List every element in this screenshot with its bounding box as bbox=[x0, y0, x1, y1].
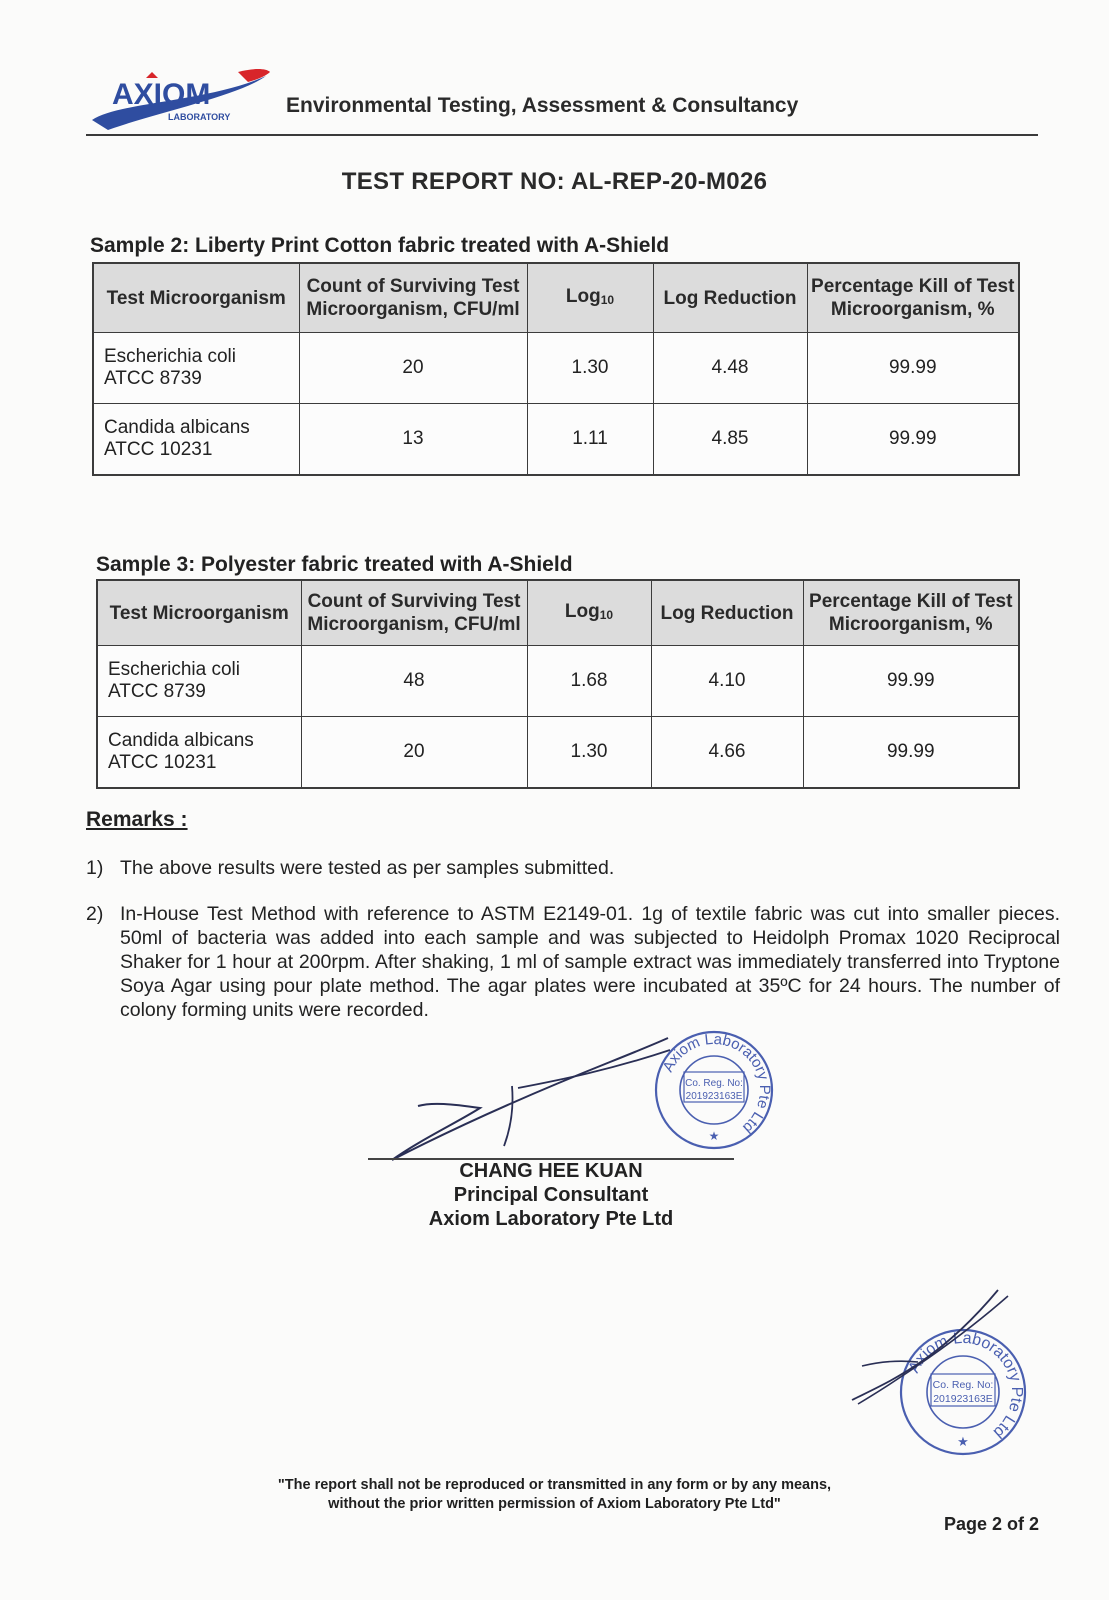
signatory-name: CHANG HEE KUAN bbox=[459, 1160, 643, 1182]
col-header-percentage-kill: Percentage Kill of Test Microorganism, % bbox=[807, 263, 1019, 333]
percentage-kill-cell: 99.99 bbox=[803, 646, 1019, 717]
log-reduction-cell: 4.66 bbox=[651, 717, 803, 789]
count-cell: 13 bbox=[299, 404, 527, 476]
table-header-row bbox=[93, 263, 1019, 333]
col-header-organism: Test Microorganism bbox=[97, 580, 301, 646]
percentage-kill-cell: 99.99 bbox=[807, 333, 1019, 404]
remark-number: 2) bbox=[86, 903, 104, 925]
signatory-position: Principal Consultant bbox=[453, 1184, 649, 1206]
report-title: TEST REPORT NO: AL-REP-20-M026 bbox=[341, 168, 768, 195]
stamp-reg-label: Co. Reg. No: bbox=[685, 1078, 743, 1089]
organism-cell: Escherichia coli ATCC 8739 bbox=[93, 333, 299, 404]
stamp-ring-text: Axiom Laboratory Pte Ltd bbox=[659, 1030, 774, 1137]
count-cell: 20 bbox=[301, 717, 527, 789]
sample-3-table bbox=[96, 579, 1020, 789]
remark-item-1 bbox=[86, 856, 1086, 882]
stamp-reg-number: 201923163E bbox=[933, 1393, 993, 1405]
log-reduction-cell: 4.85 bbox=[653, 404, 807, 476]
logo-subtext: LABORATORY bbox=[168, 112, 231, 122]
count-cell: 48 bbox=[301, 646, 527, 717]
sample-2-table bbox=[92, 262, 1020, 476]
log10-cell: 1.30 bbox=[527, 717, 651, 789]
remark-item-2 bbox=[86, 902, 1086, 1022]
col-header-log10: Log$_{10}$ bbox=[527, 263, 653, 333]
stamp-ring-text: Axiom Laboratory Pte Ltd bbox=[905, 1329, 1026, 1442]
header-divider bbox=[86, 134, 1038, 136]
percentage-kill-cell: 99.99 bbox=[803, 717, 1019, 789]
log10-cell: 1.30 bbox=[527, 333, 653, 404]
col-header-percentage-kill: Percentage Kill of Test Microorganism, % bbox=[803, 580, 1019, 646]
axiom-logo bbox=[88, 62, 278, 140]
logo-wordmark: AXIOM bbox=[112, 78, 211, 111]
col-header-log-reduction: Log Reduction bbox=[651, 580, 803, 646]
log10-cell: 1.68 bbox=[527, 646, 651, 717]
svg-text:★: ★ bbox=[708, 1129, 720, 1143]
log-reduction-cell: 4.10 bbox=[651, 646, 803, 717]
page-number: Page 2 of 2 bbox=[944, 1514, 1040, 1534]
company-stamp-icon bbox=[848, 1282, 1038, 1472]
remark-text: In-House Test Method with reference to ASTM E2149-01. 1g of textile fabric was cut into smaller pieces. 50ml of bacteria was added into each sample and was subjected to Heidolph Promax 1020 Reciprocal Shaker for 1 hour at 200rpm. After shaking, 1 ml of sample extract was immediately transferred into Tryptone Soya Agar using pour plate method. The agar plates were incubated at 35ºC for 24 hours. The number of colony forming units were recorded. bbox=[120, 903, 1060, 1021]
table-row bbox=[93, 333, 1019, 404]
svg-text:★: ★ bbox=[957, 1435, 969, 1450]
organism-cell: Candida albicans ATCC 10231 bbox=[97, 717, 301, 789]
sample-2-title: Sample 2: Liberty Print Cotton fabric treated with A-Shield bbox=[90, 234, 670, 257]
col-header-log-reduction: Log Reduction bbox=[653, 263, 807, 333]
remarks-heading: Remarks : bbox=[86, 808, 188, 831]
stamp-reg-number: 201923163E bbox=[685, 1091, 743, 1102]
company-tagline: Environmental Testing, Assessment & Consultancy bbox=[286, 94, 799, 117]
percentage-kill-cell: 99.99 bbox=[807, 404, 1019, 476]
table-header-row bbox=[97, 580, 1019, 646]
organism-cell: Escherichia coli ATCC 8739 bbox=[97, 646, 301, 717]
count-cell: 20 bbox=[299, 333, 527, 404]
signature-with-stamp bbox=[370, 1010, 790, 1170]
signatory-company: Axiom Laboratory Pte Ltd bbox=[428, 1208, 674, 1230]
table-row bbox=[97, 646, 1019, 717]
table-row bbox=[97, 717, 1019, 789]
stamp-reg-label: Co. Reg. No: bbox=[932, 1379, 994, 1391]
col-header-count: Count of Surviving Test Microorganism, CFU/ml bbox=[301, 580, 527, 646]
log-reduction-cell: 4.48 bbox=[653, 333, 807, 404]
organism-cell: Candida albicans ATCC 10231 bbox=[93, 404, 299, 476]
col-header-count: Count of Surviving Test Microorganism, CFU/ml bbox=[299, 263, 527, 333]
sample-3-title: Sample 3: Polyester fabric treated with A-Shield bbox=[96, 553, 573, 576]
log10-cell: 1.11 bbox=[527, 404, 653, 476]
col-header-organism: Test Microorganism bbox=[93, 263, 299, 333]
remark-number: 1) bbox=[86, 857, 104, 879]
table-row bbox=[93, 404, 1019, 476]
remark-text: The above results were tested as per samples submitted. bbox=[120, 857, 615, 879]
col-header-log10: Log$_{10}$ bbox=[527, 580, 651, 646]
copyright-notice: "The report shall not be reproduced or transmitted in any form or by any means, without the prior written permission of Axiom Laboratory Pte Ltd" bbox=[277, 1477, 832, 1512]
